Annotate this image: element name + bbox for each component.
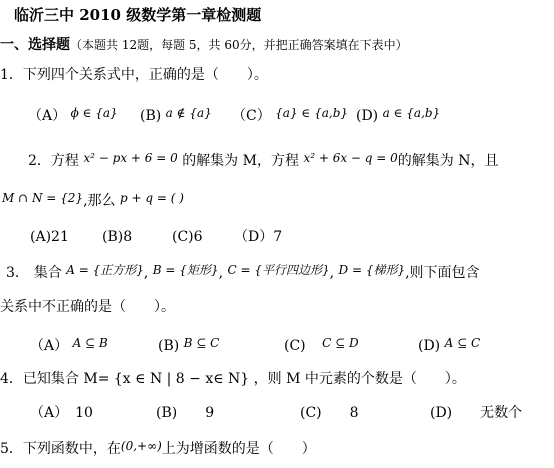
section-heading: 一、选择题 <box>0 37 70 53</box>
q2-equation-1: x² − px + 6 = 0 <box>83 151 178 165</box>
option-label: (D) <box>418 338 441 354</box>
question-2-option-b: (B)8 <box>102 229 133 245</box>
question-5-stem <box>0 440 316 458</box>
q2-text-2: 的解集为 M，方程 <box>182 153 299 169</box>
question-4-option-c: (C) 8 <box>300 405 359 421</box>
q2-expression: p + q = ( ) <box>119 191 184 205</box>
q3-set-c: C = {平行四边形} <box>227 263 330 277</box>
q3-text-1: 集合 <box>33 265 62 281</box>
question-1-option-b <box>140 107 212 125</box>
option-math: a ∉ {a} <box>165 106 212 120</box>
q2-condition: M ∩ N = {2} <box>2 191 84 205</box>
option-label: （A） <box>28 108 67 124</box>
question-4-stem: 4．已知集合 M= {x ∈ N | 8 − x∈ N} ，则 M 中元素的个数是（ ）。 <box>0 371 466 387</box>
q2-text-1: 2．方程 <box>28 153 79 169</box>
question-2-option-c: (C)6 <box>172 229 203 245</box>
question-4-option-d: (D) 无数个 <box>430 405 523 421</box>
question-4-option-b: (B) 9 <box>156 405 215 421</box>
question-4-option-a: （A） 10 <box>30 405 93 421</box>
q3-set-b: B = {矩形} <box>152 263 219 277</box>
option-label: (B) <box>158 338 180 354</box>
q5-text-1: 5．下列函数中，在 <box>0 441 121 457</box>
q3-set-d: D = {梯形} <box>338 263 406 277</box>
q5-interval: (0,+∞) <box>120 439 162 453</box>
page-title: 临沂三中 2010 级数学第一章检测题 <box>14 6 262 24</box>
option-math: C ⊆ D <box>322 336 359 350</box>
question-3-option-c <box>284 337 359 355</box>
question-2-option-d: （D）7 <box>234 229 283 245</box>
section-note: （本题共 12题，每题 5，共 60分，并把正确答案填在下表中） <box>70 38 408 52</box>
q2-text-4: ,那么 <box>83 193 116 209</box>
option-math: B ⊆ C <box>183 336 220 350</box>
option-math: a ∈ {a,b} <box>382 106 441 120</box>
question-2-line-1 <box>28 152 499 170</box>
question-1-stem: 1．下列四个关系式中，正确的是（ ）。 <box>0 67 268 83</box>
question-3-line-2: 关系中不正确的是（ ）。 <box>0 299 175 315</box>
q3-number: 3. <box>6 265 20 281</box>
question-1-option-d <box>356 107 440 125</box>
option-label: （C） <box>232 108 271 124</box>
question-1-option-a <box>28 107 118 125</box>
option-math: A ⊆ B <box>72 336 108 350</box>
option-label: （A） <box>30 338 69 354</box>
q5-text-2: 上为增函数的是（ ） <box>161 441 316 457</box>
question-3-option-b <box>158 337 219 355</box>
option-math: {a} ∈ {a,b} <box>275 106 349 120</box>
option-math: ϕ ∈ {a} <box>70 106 118 120</box>
question-3-option-d <box>418 337 480 355</box>
option-math: A ⊆ C <box>444 336 481 350</box>
q3-set-a: A = {正方形} <box>66 263 144 277</box>
option-label: (B) <box>140 108 162 124</box>
question-2-option-a: (A)21 <box>30 229 69 245</box>
q2-equation-2: x² + 6x − q = 0 <box>303 151 398 165</box>
question-3-option-a <box>30 337 108 355</box>
question-2-line-2 <box>2 192 184 210</box>
section-heading-row <box>0 36 408 54</box>
question-1-option-c <box>232 107 348 125</box>
q3-text-tail: ,则下面包含 <box>405 265 480 281</box>
option-label: (D) <box>356 108 379 124</box>
question-3-line-1: 3. 集合 A = {正方形}, B = {矩形}, C = {平行四边形}, D = {梯形},则下面包含 <box>6 263 480 281</box>
option-label: (C) <box>284 338 306 354</box>
q2-text-3: 的解集为 N，且 <box>397 153 499 169</box>
